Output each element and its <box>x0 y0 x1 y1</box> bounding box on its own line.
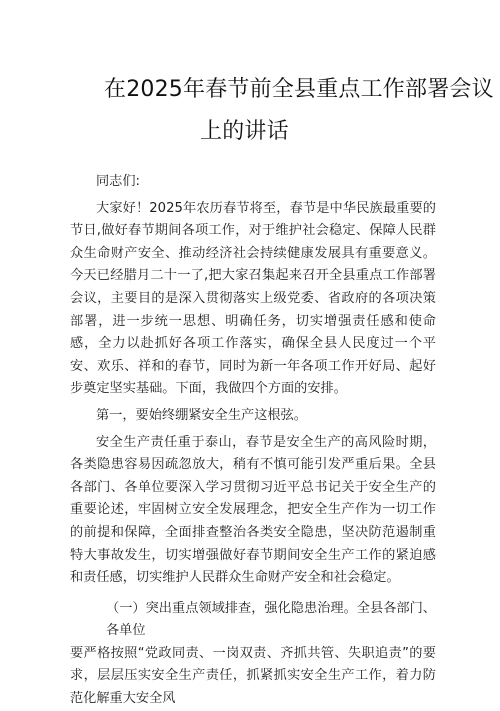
document-body <box>70 171 436 711</box>
subsection-paragraph <box>70 598 436 711</box>
paragraph-opening: 大家好！2025年农历春节将至，春节是中华民族最重要的节日,做好春节期间各项工作，对于维护社会稳定、保障人民群众生命财产安全、推动经济社会持续健康发展具有重要意义。今天已经腊月二十一了,把大家召集起来召开全县重点工作部署会议，主要目的是深入贯彻落实上级党委、省政府的各项决策部署，进一步统一思想、明确任务，切实增强责任感和使命感，全力以赴抓好各项工作落实，确保全县人民度过一个平安、欢乐、祥和的春节，同时为新一年各项工作开好局、起好步奠定坚实基础。下面，我做四个方面的安排。 <box>70 200 436 397</box>
section-heading-first: 第一，要始终绷紧安全生产这根弦。 <box>96 407 307 423</box>
subsection-text: 要严格按照“党政同责、一岗双责、齐抓共管、失职追责”的要求，层层压实安全生产责任，抓紧抓实安全生产工作，着力防范化解重大安全风 <box>70 645 436 707</box>
title-line-2: 上的讲话 <box>200 119 289 144</box>
paragraph-safety: 安全生产责任重于泰山，春节是安全生产的高风险时期，各类隐患容易因疏忽放大，稍有不慎可能引发严重后果。全县各部门、各单位要深入学习贯彻习近平总书记关于安全生产的重要论述，牢固树立安全发展理念，把安全生产作为一切工作的前提和保障，全面排查整治各类安全隐患，坚决防范遏制重特大事故发生，切实增强做好春节期间安全生产工作的紧迫感和责任感，切实维护人民群众生命财产安全和社会稳定。 <box>70 434 436 586</box>
title-line-1: 在2025年春节前全县重点工作部署会议 <box>104 77 494 102</box>
subsection-heading: （一）突出重点领域排查，强化隐患治理。全县各部门、各单位 <box>106 600 436 639</box>
greeting: 同志们: <box>96 174 141 189</box>
document-title <box>70 0 494 153</box>
